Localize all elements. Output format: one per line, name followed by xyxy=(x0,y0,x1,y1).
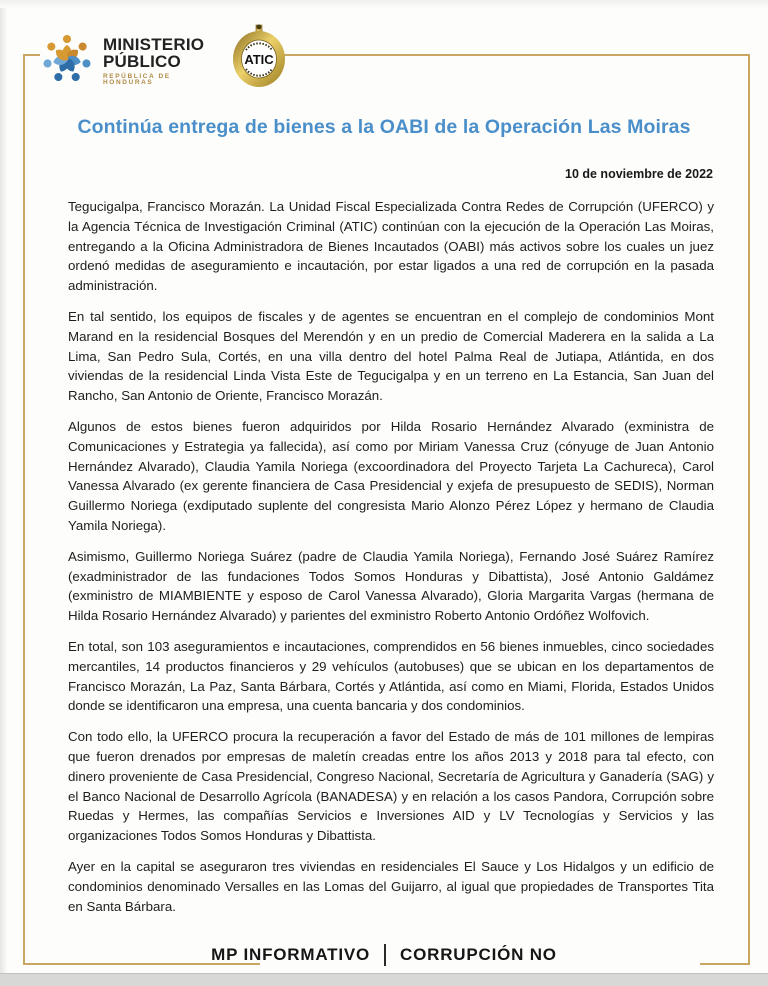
org-name-block xyxy=(103,36,204,87)
org-subtitle: REPÚBLICA DE HONDURAS xyxy=(103,72,171,86)
paragraph-7: Ayer en la capital se aseguraron tres viviendas en residenciales El Sauce y Los Hidalgos y un edificio de condominios denominado Versalles en las Lomas del Guijarro, al igual que propiedades de Transportes Tita en Santa Bárbara. xyxy=(68,858,714,914)
paragraph-6: Con todo ello, la UFERCO procura la recuperación a favor del Estado de más de 101 millones de lempiras que fueron drenados por empresas de maletín creadas entre los años 2013 y 2018 para tal efecto, con dinero proveniente de Casa Presidencial, Congreso Nacional, Secretaría de Agricultura y Ganadería (SAG) y el Banco Nacional de Desarrollo Agrícola (BANADESA) y en relación a los casos Pandora, Corrupción sobre Ruedas y Hermes, las compañías Servicios e Inversiones AID y LV Tecnologías y Servicios y las organizaciones Todos Somos Honduras y Dibattista. xyxy=(68,729,714,844)
atic-seal-icon xyxy=(230,23,288,94)
footer-divider xyxy=(384,944,386,966)
frame-line-right xyxy=(748,54,750,965)
org-name-line1: MINISTERIO xyxy=(103,34,205,54)
paragraph-2: En tal sentido, los equipos de fiscales y de agentes se encuentran en el complejo de condominios Mont Marand en la residencial Bosques del Merendón y en un predio de Comercial Maderera en la salida a La Lima, San Pedro Sula, Cortés, en una villa dentro del hotel Palma Real de Jutiapa, Atlántida, en dos viviendas de la residencial Linda Vista Este de Tegucigalpa y en un terreno en La Estancia, San Juan del Rancho, San Antonio de Oriente, Francisco Morazán. xyxy=(68,308,714,404)
document-body xyxy=(68,197,714,927)
paragraph-3: Algunos de estos bienes fueron adquiridos por Hilda Rosario Hernández Alvarado (exministra de Comunicaciones y Estrategia ya fallecida), así como por Miriam Vanessa Cruz (cónyuge de Juan Antonio Hernández Alvarado), Claudia Yamila Noriega (excoordinadora del Proyecto Tarjeta La Cachureca), Carol Vanessa Alvarado (ex gerente financiera de Casa Presidencial y exjefa de presupuesto de SEDIS), Norman Guillermo Noriega (exdiputado suplente del congresista Mario Alonzo Pérez López y hermano de Claudia Yamila Noriega). xyxy=(68,418,714,533)
footer-left-label: MP INFORMATIVO xyxy=(211,945,371,964)
footer xyxy=(0,938,768,972)
paragraph-5: En total, son 103 aseguramientos e incautaciones, comprendidos en 56 bienes inmuebles, cinco sociedades mercantiles, 14 productos financieros y 29 vehículos (autobuses) que se ubican en los departamentos de Francisco Morazán, La Paz, Santa Bárbara, Cortés y Atlántida, así como en Miami, Florida, Estados Unidos donde se identificaron una empresa, una cuenta bancaria y dos condominios. xyxy=(68,638,714,714)
header xyxy=(40,18,274,104)
atic-label: ATIC xyxy=(244,51,274,67)
frame-line-left xyxy=(23,54,25,965)
ministerio-publico-logo-icon xyxy=(40,32,94,91)
document-date: 10 de noviembre de 2022 xyxy=(565,167,713,181)
paragraph-1: Tegucigalpa, Francisco Morazán. La Unidad Fiscal Especializada Contra Redes de Corrupción (UFERCO) y la Agencia Técnica de Investigación Criminal (ATIC) continúan con la ejecución de la Operación Las Moiras, entregando a la Oficina Administradora de Bienes Incautados (OABI) más activos sobre los cuales un juez ordenó medidas de aseguramiento e incautación, por estar ligados a una red de corrupción en la pasada administración. xyxy=(68,199,714,294)
paragraph-4: Asimismo, Guillermo Noriega Suárez (padre de Claudia Yamila Noriega), Fernando José Suárez Ramírez (exadministrador de las fundaciones Todos Somos Honduras y Dibattista), José Antonio Galdámez (exministro de MIAMBIENTE y esposo de Carol Vanessa Alvarado), Gloria Margarita Vargas (hermana de Hilda Rosario Hernández Alvarado) y parientes del exministro Roberto Antonio Ordóñez Wolfovich. xyxy=(68,548,714,624)
org-name-line2: PÚBLICO xyxy=(103,51,181,71)
photo-edge-top xyxy=(0,0,768,8)
page-title: Continúa entrega de bienes a la OABI de la Operación Las Moiras xyxy=(77,116,691,138)
photo-edge-left xyxy=(0,0,8,974)
footer-right-label: CORRUPCIÓN NO xyxy=(400,945,557,964)
photo-edge-bottom xyxy=(0,973,768,986)
